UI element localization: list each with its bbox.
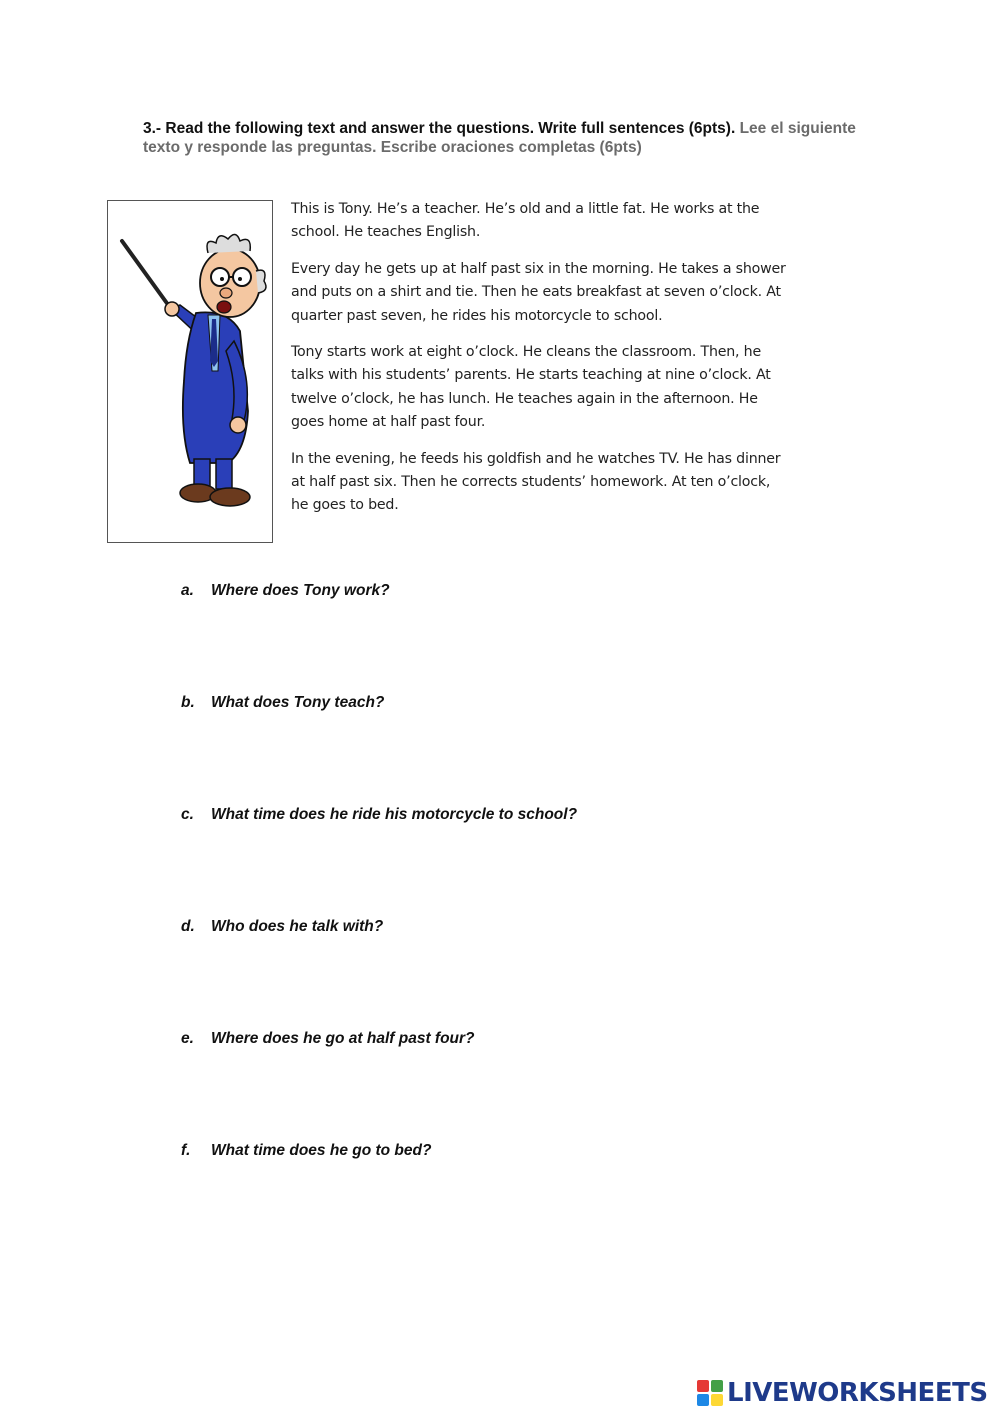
question-text: Where does he go at half past four? [211,1030,475,1047]
question-text: What time does he go to bed? [211,1142,432,1159]
reading-passage [291,198,791,531]
question-letter: f. [181,1142,191,1159]
question-e [181,1030,475,1048]
logo-text: LIVEWORKSHEETS [727,1378,988,1408]
question-c [181,806,577,824]
question-d [181,918,383,936]
question-text: What does Tony teach? [211,694,385,711]
question-letter: b. [181,694,195,711]
logo-square-blue [697,1394,709,1406]
instructions [143,119,863,157]
logo-square-yellow [711,1394,723,1406]
question-b [181,694,384,712]
question-text: Who does he talk with? [211,918,384,935]
question-a [181,582,390,600]
reading-paragraph-4: In the evening, he feeds his goldfish and he watches TV. He has dinner at half past six. Then he corrects students’ homework. At ten o’clock, he goes to bed. [291,450,781,514]
question-f [181,1142,431,1160]
question-letter: d. [181,918,195,935]
logo-mark-icon [697,1380,723,1406]
teacher-cartoon-icon [108,201,272,542]
instructions-spanish: Lee el siguiente texto y responde las preguntas. Escribe oraciones completas (6pts) [143,120,856,156]
reading-paragraph-1: This is Tony. He’s a teacher. He’s old and a little fat. He works at the school. He teaches English. [291,201,760,241]
question-letter: a. [181,582,194,599]
instructions-english: 3.- Read the following text and answer the questions. Write full sentences (6pts). [143,120,736,137]
logo-square-red [697,1380,709,1392]
reading-paragraph-2: Every day he gets up at half past six in the morning. He takes a shower and puts on a shirt and tie. Then he eats breakfast at seven o’clock. At quarter past seven, he rides his motorcycle to school. [291,260,786,324]
teacher-picture [107,200,273,543]
reading-paragraph-3: Tony starts work at eight o’clock. He cleans the classroom. Then, he talks with his students’ parents. He starts teaching at nine o’clock. At twelve o’clock, he has lunch. He teaches again in the afternoon. He goes home at half past four. [291,344,771,431]
question-text: What time does he ride his motorcycle to school? [211,806,578,823]
logo-square-green [711,1380,723,1392]
question-letter: e. [181,1030,194,1047]
liveworksheets-logo [697,1377,988,1409]
question-text: Where does Tony work? [211,582,390,599]
question-letter: c. [181,806,194,823]
